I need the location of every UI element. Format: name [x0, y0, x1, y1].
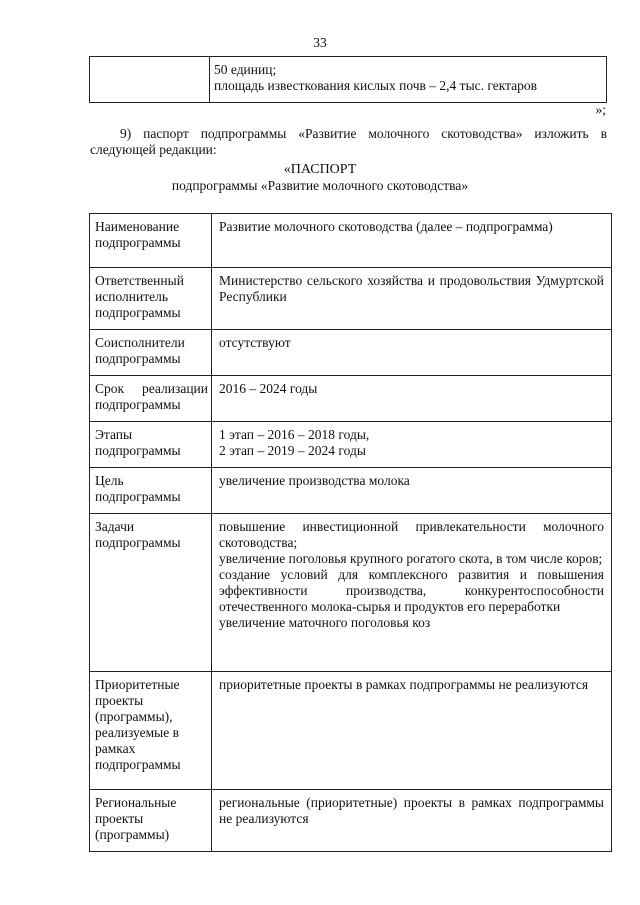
row-label: Срок реализации подпрограммы [90, 376, 212, 422]
passport-subtitle: подпрограммы «Развитие молочного скотоводства» [171, 178, 469, 193]
row-label: Этапы подпрограммы [90, 422, 212, 468]
row-value: региональные (приоритетные) проекты в рамках подпрограммы не реализуются [212, 790, 612, 852]
row-label: Ответственный исполнитель подпрограммы [90, 268, 212, 330]
value-line: создание условий для комплексного развития и повышения эффективности производства, конкурентоспособности отечественного молока-сырья и продуктов его переработки [219, 567, 604, 614]
row-value: Министерство сельского хозяйства и продовольствия Удмуртской Республики [212, 268, 612, 330]
previous-table-fragment [89, 56, 607, 103]
row-label: Региональные проекты (программы) [90, 790, 212, 852]
cell-line: 50 единиц; [214, 62, 277, 77]
cell-line: площадь известкования кислых почв – 2,4 тыс. гектаров [214, 78, 538, 93]
table-row [90, 790, 612, 852]
row-label: Цель подпрограммы [90, 468, 212, 514]
row-value [212, 514, 612, 672]
table-row [90, 422, 612, 468]
row-value: Развитие молочного скотоводства (далее – подпрограмма) [212, 214, 612, 268]
passport-table [89, 213, 612, 852]
table-row [90, 672, 612, 790]
table-row [90, 514, 612, 672]
value-line: повышение инвестиционной привлекательности молочного скотоводства; [219, 519, 604, 550]
previous-table-cell [210, 57, 607, 103]
table-row [90, 268, 612, 330]
value-line: 2 этап – 2019 – 2024 годы [219, 443, 366, 458]
empty-cell [90, 57, 210, 103]
row-label: Соисполнители подпрограммы [90, 330, 212, 376]
value-line: увеличение маточного поголовья коз [219, 615, 431, 630]
row-label: Задачи подпрограммы [90, 514, 212, 672]
row-value: 2016 – 2024 годы [212, 376, 612, 422]
value-line: 1 этап – 2016 – 2018 годы, [219, 427, 370, 442]
row-value: увеличение производства молока [212, 468, 612, 514]
closing-quote: »; [595, 102, 606, 117]
row-value: приоритетные проекты в рамках подпрограммы не реализуются [212, 672, 612, 790]
row-label: Приоритетные проекты (программы), реализуемые в рамках подпрограммы [90, 672, 212, 790]
page-number: 33 [313, 35, 327, 50]
row-value: отсутствуют [212, 330, 612, 376]
value-line: увеличение поголовья крупного рогатого скота, в том числе коров; [219, 551, 603, 566]
intro-paragraph: 9) паспорт подпрограммы «Развитие молочного скотоводства» изложить в следующей редакции: [90, 126, 607, 157]
table-row [90, 376, 612, 422]
passport-title: «ПАСПОРТ [283, 162, 357, 177]
row-label: Наименование подпрограммы [90, 214, 212, 268]
row-value [212, 422, 612, 468]
table-row [90, 330, 612, 376]
table-row [90, 214, 612, 268]
table-row [90, 468, 612, 514]
